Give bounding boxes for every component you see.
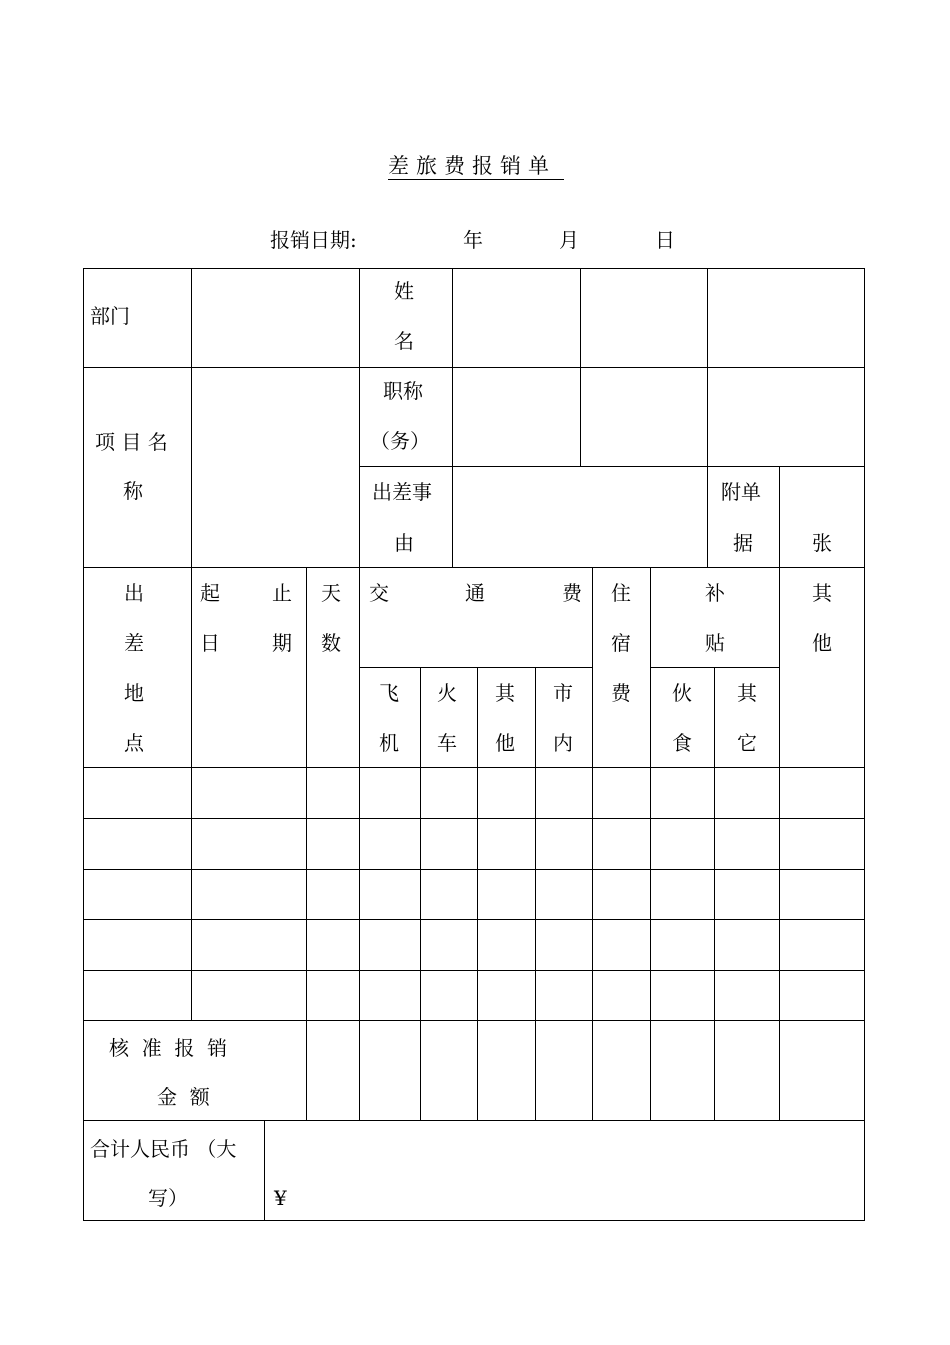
row-5-transport-other-cell[interactable] <box>478 971 535 1019</box>
meals-label-1: 伙 <box>672 681 692 705</box>
transport-other-label-1: 其 <box>495 681 515 705</box>
days-label-2: 数 <box>321 631 341 655</box>
lodging-label-1: 住 <box>611 581 631 605</box>
row-2-transport-other-cell[interactable] <box>478 819 535 869</box>
transport-other-label-2: 他 <box>495 731 515 755</box>
project-name-field[interactable] <box>192 368 359 567</box>
table-border-left <box>83 268 84 1221</box>
row-4-lodging-cell[interactable] <box>593 920 650 970</box>
project-label-2: 称 <box>123 479 143 503</box>
period-label-4: 期 <box>272 631 292 655</box>
row-5-train-cell[interactable] <box>421 971 477 1019</box>
name-field-1[interactable] <box>453 269 580 367</box>
approved-transport-other-field[interactable] <box>478 1021 535 1120</box>
subsidy-other-label-1: 其 <box>737 681 757 705</box>
job-title-label-1: 职称 <box>383 379 423 403</box>
city-label-2: 内 <box>553 731 573 755</box>
month-label: 月 <box>559 228 579 252</box>
row-1-meals-cell[interactable] <box>651 768 714 818</box>
currency-symbol: ¥ <box>274 1186 287 1210</box>
name-field-3[interactable] <box>708 269 864 367</box>
department-field[interactable] <box>192 269 359 367</box>
sheets-unit-label: 张 <box>812 531 832 555</box>
other-label-1: 其 <box>812 581 832 605</box>
transport-label-1: 交 <box>369 581 389 605</box>
row-5-meals-cell[interactable] <box>651 971 714 1019</box>
row-5-other-cell[interactable] <box>780 971 863 1019</box>
name-label-2: 名 <box>394 329 414 353</box>
row-1-train-cell[interactable] <box>421 768 477 818</box>
row-4-place-cell[interactable] <box>84 920 191 970</box>
name-field-2[interactable] <box>581 269 707 367</box>
form-title: 差旅费报销单 <box>388 154 556 178</box>
day-label: 日 <box>655 228 675 252</box>
approved-amount-label-2: 金 额 <box>157 1085 210 1109</box>
row-3-meals-cell[interactable] <box>651 870 714 919</box>
row-3-plane-cell[interactable] <box>360 870 420 919</box>
job-title-label-2: （务） <box>370 429 430 453</box>
period-label-3: 日 <box>200 631 220 655</box>
row-4-city-cell[interactable] <box>536 920 592 970</box>
trip-reason-label-1: 出差事 <box>372 480 432 504</box>
row-1-days-cell[interactable] <box>307 768 359 818</box>
place-label-2: 差 <box>124 631 144 655</box>
subsidy-label-1: 补 <box>705 581 725 605</box>
approved-subsidy-other-field[interactable] <box>715 1021 779 1120</box>
row-1-period-cell[interactable] <box>192 768 306 818</box>
approved-other-field[interactable] <box>780 1021 864 1120</box>
row-3-city-cell[interactable] <box>536 870 592 919</box>
department-label: 部门 <box>90 304 130 328</box>
total-rmb-label-1: 合计人民币 （大 <box>90 1137 237 1161</box>
meals-label-2: 食 <box>672 731 692 755</box>
project-label-1: 项 目 名 <box>95 430 168 454</box>
row-2-period-cell[interactable] <box>192 819 306 869</box>
approved-plane-field[interactable] <box>360 1021 420 1120</box>
row-5-place-cell[interactable] <box>84 971 191 1019</box>
row-1-lodging-cell[interactable] <box>593 768 650 818</box>
row-5-city-cell[interactable] <box>536 971 592 1019</box>
row-2-subsidy-other-cell[interactable] <box>715 819 779 869</box>
row-3-train-cell[interactable] <box>421 870 477 919</box>
trip-reason-field[interactable] <box>453 467 707 567</box>
col-divider <box>264 1120 265 1220</box>
row-1-subsidy-other-cell[interactable] <box>715 768 779 818</box>
row-1-city-cell[interactable] <box>536 768 592 818</box>
job-title-field-1[interactable] <box>453 368 580 466</box>
row-4-plane-cell[interactable] <box>360 920 420 970</box>
col-divider <box>359 268 360 567</box>
row-4-meals-cell[interactable] <box>651 920 714 970</box>
row-5-plane-cell[interactable] <box>360 971 420 1019</box>
row-4-other-cell[interactable] <box>780 920 863 970</box>
row-divider <box>83 567 865 568</box>
row-2-place-cell[interactable] <box>84 819 191 869</box>
place-label-4: 点 <box>124 731 144 755</box>
row-5-days-cell[interactable] <box>307 971 359 1019</box>
subsidy-label-2: 贴 <box>705 631 725 655</box>
other-label-2: 他 <box>812 631 832 655</box>
row-1-plane-cell[interactable] <box>360 768 420 818</box>
row-4-days-cell[interactable] <box>307 920 359 970</box>
lodging-label-2: 宿 <box>611 631 631 655</box>
row-4-period-cell[interactable] <box>192 920 306 970</box>
attachments-label-1: 附单 <box>721 480 761 504</box>
place-label-3: 地 <box>124 681 144 705</box>
row-3-period-cell[interactable] <box>192 870 306 919</box>
job-title-field-2[interactable] <box>581 368 707 466</box>
row-2-train-cell[interactable] <box>421 819 477 869</box>
row-3-transport-other-cell[interactable] <box>478 870 535 919</box>
plane-label-2: 机 <box>379 731 399 755</box>
days-label-1: 天 <box>321 581 341 605</box>
approved-city-field[interactable] <box>536 1021 592 1120</box>
attachments-label-2: 据 <box>733 531 753 555</box>
total-amount-field[interactable] <box>292 1121 864 1220</box>
approved-lodging-field[interactable] <box>593 1021 650 1120</box>
row-2-other-cell[interactable] <box>780 819 863 869</box>
period-label-1: 起 <box>200 581 220 605</box>
year-label: 年 <box>463 228 483 252</box>
approved-amount-label-1: 核 准 报 销 <box>109 1036 228 1060</box>
row-2-city-cell[interactable] <box>536 819 592 869</box>
total-rmb-label-2: 写） <box>148 1186 188 1210</box>
transport-label-2: 通 <box>465 581 485 605</box>
row-5-period-cell[interactable] <box>192 971 306 1019</box>
row-5-lodging-cell[interactable] <box>593 971 650 1019</box>
row-2-days-cell[interactable] <box>307 819 359 869</box>
approved-days-field[interactable] <box>307 1021 359 1120</box>
row-1-place-cell[interactable] <box>84 768 191 818</box>
table-border-bottom <box>83 1220 865 1221</box>
row-3-place-cell[interactable] <box>84 870 191 919</box>
train-label-1: 火 <box>437 681 457 705</box>
lodging-label-3: 费 <box>611 681 631 705</box>
subsidy-other-label-2: 它 <box>737 731 757 755</box>
table-border-right <box>864 268 865 1221</box>
row-1-other-cell[interactable] <box>780 768 863 818</box>
row-5-subsidy-other-cell[interactable] <box>715 971 779 1019</box>
row-2-plane-cell[interactable] <box>360 819 420 869</box>
name-label-1: 姓 <box>394 279 414 303</box>
trip-reason-label-2: 由 <box>394 531 414 555</box>
row-2-meals-cell[interactable] <box>651 819 714 869</box>
period-label-2: 止 <box>272 581 292 605</box>
approved-train-field[interactable] <box>421 1021 477 1120</box>
row-3-lodging-cell[interactable] <box>593 870 650 919</box>
row-3-days-cell[interactable] <box>307 870 359 919</box>
transport-label-3: 费 <box>562 581 582 605</box>
row-4-transport-other-cell[interactable] <box>478 920 535 970</box>
train-label-2: 车 <box>437 731 457 755</box>
approved-meals-field[interactable] <box>651 1021 714 1120</box>
plane-label-1: 飞 <box>379 681 399 705</box>
date-label: 报销日期: <box>270 228 357 252</box>
city-label-1: 市 <box>553 681 573 705</box>
job-title-field-3[interactable] <box>708 368 864 466</box>
row-divider <box>359 667 593 668</box>
row-2-lodging-cell[interactable] <box>593 819 650 869</box>
row-4-train-cell[interactable] <box>421 920 477 970</box>
attachment-count-field[interactable] <box>780 467 810 567</box>
row-3-subsidy-other-cell[interactable] <box>715 870 779 919</box>
row-3-other-cell[interactable] <box>780 870 863 919</box>
place-label-1: 出 <box>124 581 144 605</box>
row-1-transport-other-cell[interactable] <box>478 768 535 818</box>
row-4-subsidy-other-cell[interactable] <box>715 920 779 970</box>
